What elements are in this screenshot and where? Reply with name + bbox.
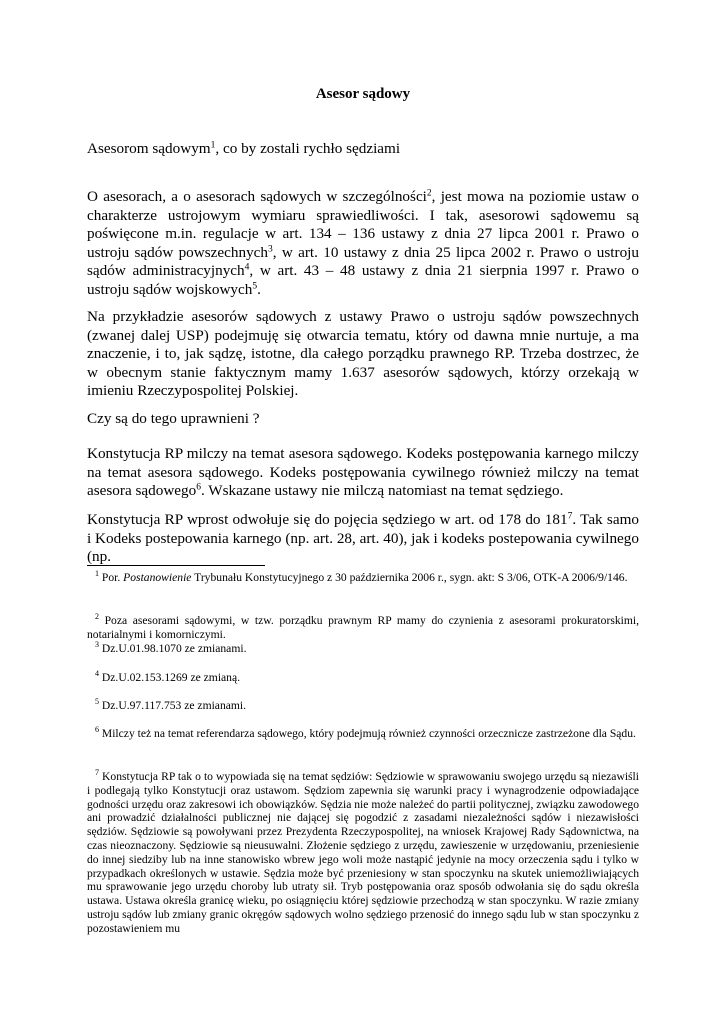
paragraph-1 <box>87 188 639 300</box>
footnote-7 <box>87 770 639 936</box>
paragraph-4-text: . Wskazane ustawy nie milczą natomiast na temat sędziego. <box>200 482 564 500</box>
paragraph-1-text: , jest mowa na poziomie ustaw o charakterze ustrojowym wymiaru sprawiedliwości. I tak, asesorowi sądowemu są poświęcone m.in. regulacje w art. 134 – 136 ustawy z dnia 27 lipca 2001 r. Prawo o ustroju sądów powszechnych <box>87 188 639 261</box>
footnote-text: Konstytucja RP tak o to wypowiada się na temat sędziów: Sędziowie w sprawowaniu swojego urzędu są niezawiśli i podlegają tylko Konstytucji oraz ustawom. Sędziom zapewnia się warunki pracy i wynagrodzenie odpowiadające godności urzędu oraz zakresowi ich obowiązków. Sędzia nie może należeć do partii politycznej, związku zawodowego ani prowadzić działalności publicznej nie dającej się pogodzić z zasadami niezależności sądów i niezawisłości sędziów. Sędziowie są powoływani przez Prezydenta Rzeczypospolitej, na wniosek Krajowej Rady Sądownictwa, na czas nieoznaczony. Sędziowie są nieusuwalni. Złożenie sędziego z urzędu, zawieszenie w urzędowaniu, przeniesienie do innej siedziby lub na inne stanowisko wbrew jego woli może nastąpić jedynie na mocy orzeczenia sądu i tylko w przypadkach określonych w ustawie. Sędzia może być przeniesiony w stan spoczynku na skutek uniemożliwiających mu sprawowanie jego urzędu choroby lub utraty sił. Tryb postępowania oraz sposób odwołania się do sądu określa ustawa. Ustawa określa granicę wieku, po osiągnięciu której sędziowie przechodzą w stan spoczynku. W razie zmiany ustroju sądów lub zmiany granic okręgów sądowych wolno sędziego przenosić do innego sądu lub w stan spoczynku z pozostawieniem mu <box>87 770 639 935</box>
page-title: Asesor sądowy <box>315 86 411 102</box>
paragraph-5-text: Konstytucja RP wprost odwołuje się do pojęcia sędziego w art. od 178 do 181 <box>87 511 568 528</box>
paragraph-4 <box>87 445 639 501</box>
subtitle-text-end: , co by zostali rychło sędziami <box>215 140 401 157</box>
paragraph-1-text: . <box>257 280 261 298</box>
paragraph-4-text: Konstytucja RP milczy na temat asesora sądowego. Kodeks postępowania karnego milczy na temat asesora sądowego. Kodeks postępowania cywilnego również milczy na temat asesora sądowego <box>87 445 639 500</box>
footnote-number: 1 <box>95 569 99 579</box>
paragraph-1-text: O asesorach, a o asesorach sądowych w szczególności <box>87 188 427 205</box>
footnote-separator <box>87 565 265 566</box>
footnote-text: Dz.U.02.153.1269 ze zmianą. <box>101 671 241 684</box>
footnote-ref-4: 4 <box>244 262 250 273</box>
footnote-6 <box>87 727 639 741</box>
footnote-number: 4 <box>95 669 99 679</box>
footnote-text: Por. <box>101 571 124 584</box>
footnote-ref-2: 2 <box>426 188 432 199</box>
footnote-text: Trybunału Konstytucyjnego z 30 października 2006 r., sygn. akt: S 3/06, OTK-A 2006/9/146. <box>191 571 628 584</box>
footnote-text: Poza asesorami sądowymi, w tzw. porządku prawnym RP mamy do czynienia z asesorami prokuratorskimi, notarialnymi i komorniczymi. <box>87 614 639 641</box>
footnote-text: Dz.U.01.98.1070 ze zmianami. <box>101 642 247 655</box>
subtitle-text: Asesorom sądowym <box>87 140 211 157</box>
paragraph-5 <box>87 511 639 567</box>
footnote-4 <box>87 671 639 685</box>
footnote-ref-7: 7 <box>567 511 573 522</box>
paragraph-2: Na przykładzie asesorów sądowych z ustawy Prawo o ustroju sądów powszechnych (zwanej dalej USP) podejmuję się otwarcia tematu, który od dawna mnie nurtuje, a ma znaczenie, i to, jak sądzę, istotne, dla całego porządku prawnego RP. Trzeba dostrzec, że w obecnym stanie faktycznym mamy 1.637 asesorów sądowych, którzy orzekają w imieniu Rzeczypospolitej Polskiej. <box>87 308 639 400</box>
footnote-text: Milczy też na temat referendarza sądowego, który podejmują również czynności orzecznicze zastrzeżone dla Sądu. <box>101 727 636 740</box>
paragraph-1-text: , w art. 43 – 48 ustawy z dnia 21 sierpnia 1997 r. Prawo o ustroju sądów wojskowych <box>87 262 639 298</box>
footnote-text: Dz.U.97.117.753 ze zmianami. <box>101 699 247 712</box>
footnote-ref-3: 3 <box>268 244 273 255</box>
footnote-number: 5 <box>95 697 99 707</box>
footnote-5 <box>87 699 639 713</box>
paragraph-5-text: . Tak samo i Kodeks postepowania karnego (np. art. 28, art. 40), jak i kodeks postepowania cywilnego (np. <box>87 511 639 566</box>
footnote-ref-1: 1 <box>210 140 216 151</box>
footnote-number: 6 <box>95 725 99 735</box>
subtitle <box>87 140 639 159</box>
footnote-number: 7 <box>95 768 99 778</box>
footnote-number: 2 <box>95 612 99 622</box>
footnote-ref-6: 6 <box>196 482 201 493</box>
footnote-2 <box>87 614 639 642</box>
footnote-1 <box>87 571 639 585</box>
paragraph-3: Czy są do tego uprawnieni ? <box>87 410 260 427</box>
footnote-number: 3 <box>95 640 99 650</box>
footnote-emphasis: Postanowienie <box>123 571 192 584</box>
footnote-ref-5: 5 <box>252 281 258 292</box>
footnote-3 <box>87 642 639 656</box>
paragraph-1-text: , w art. 10 ustawy z dnia 25 lipca 2002 r. Prawo o ustroju sądów administracyjnych <box>87 243 639 280</box>
